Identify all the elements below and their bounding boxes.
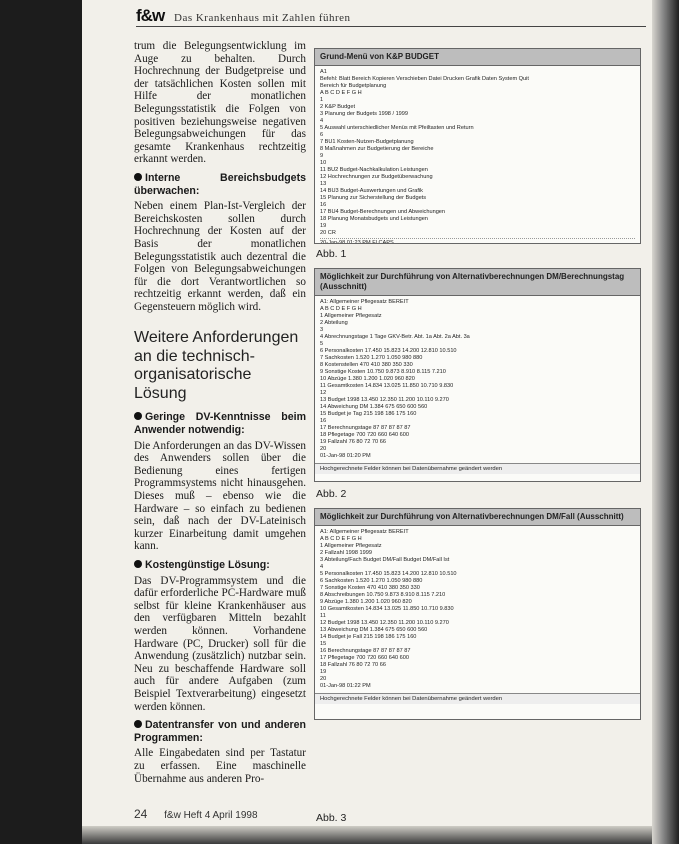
page-bottom-shadow xyxy=(82,826,652,844)
spreadsheet-row: 5 xyxy=(320,341,324,347)
spreadsheet-row: 17 Pflegetage 700 720 660 640 600 xyxy=(320,655,409,661)
spreadsheet-row: 11 xyxy=(320,613,326,619)
bullet-heading xyxy=(134,411,306,436)
spreadsheet-row: 6 xyxy=(320,132,324,138)
bullet-heading-text: Datentransfer von und anderen Programmen: xyxy=(134,719,306,744)
spreadsheet-row: 11 Gesamtkosten 14.834 13.025 11.850 10.710 9.830 xyxy=(320,383,454,389)
bullet-icon xyxy=(134,412,142,420)
body-paragraph: Die Anforderungen an das DV-Wissen des Anwenders sollen über die Bedienung eines fertigen Programmsystems nicht hinausgehen. Dieses muß – ebenso wie die Hardware – so einfach zu bedienen sein, daß nach der DV-Lateinisch kurzer Einarbeitung damit umgehen kann. xyxy=(134,439,306,553)
page-edge-shadow xyxy=(652,0,679,844)
spreadsheet-row: 12 Budget 1998 13.450 12.350 11.200 10.110 9.270 xyxy=(320,620,449,626)
figure-title: Möglichkeit zur Durchführung von Alternativberechnungen DM/Berechnungstag (Ausschnitt) xyxy=(315,269,640,296)
spreadsheet-row: 01-Jan-98 01:22 PM xyxy=(320,683,371,689)
spreadsheet-row: 8 Maßnahmen zur Budgetierung der Bereiche xyxy=(320,146,434,152)
spreadsheet-row: 6 Sachkosten 1.520 1.270 1.050 980 880 xyxy=(320,578,423,584)
spreadsheet-row: 11 BU2 Budget-Nachkalkulation Leistungen xyxy=(320,167,428,173)
spreadsheet-row: 19 xyxy=(320,669,327,675)
spreadsheet-row: 12 xyxy=(320,390,327,396)
spreadsheet-row: 20 CR xyxy=(320,230,336,236)
figure-title: Möglichkeit zur Durchführung von Alternativberechnungen DM/Fall (Ausschnitt) xyxy=(315,509,640,526)
figure-body xyxy=(315,66,640,244)
spreadsheet-row: 14 BU3 Budget-Auswertungen und Grafik xyxy=(320,188,423,194)
spreadsheet-row: 4 Abrechnungstage 1 Tage GKV-Betr. Abt. 1a Abt. 2a Abt. 3a xyxy=(320,334,470,340)
spreadsheet-row: 13 Abweichung DM 1.384 675 650 600 560 xyxy=(320,627,428,633)
spreadsheet-row: 15 xyxy=(320,641,327,647)
spreadsheet-row: 20 xyxy=(320,676,327,682)
spreadsheet-row: 1 Allgemeiner Pflegesatz xyxy=(320,313,382,319)
spreadsheet-row: 18 Planung Monatsbudgets und Leistungen xyxy=(320,216,428,222)
spreadsheet-row: 3 Abteilung/Fach Budget DM/Fall Budget DM/Fall Ist xyxy=(320,557,450,563)
spreadsheet-row: 18 Fallzahl 76 80 72 70 66 xyxy=(320,662,386,668)
spreadsheet-row: 8 Abschreibungen 10.750 9.873 8.910 8.115 7.210 xyxy=(320,592,446,598)
page-header xyxy=(136,4,646,26)
section-title: Weitere Anforderungen an die technisch-organisatorische Lösung xyxy=(134,329,299,402)
bullet-heading xyxy=(134,559,306,572)
spreadsheet-row: 13 xyxy=(320,181,327,187)
body-paragraph: trum die Belegungsentwicklung im Auge zu behalten. Durch Hochrechnung der Budgetpreise und der tatsächlichen Kosten sollen mit Hilfe der monatlichen Belegungsstatistik die Folgen von positiven beziehungsweise negativen Belegungsabweichungen für das gesamte Krankenhaus rechtzeitig erkannt werden. xyxy=(134,40,306,166)
spreadsheet-row: 9 Abzüge 1.380 1.200 1.020 960 820 xyxy=(320,599,412,605)
spreadsheet-row: A B C D E F G H xyxy=(320,90,362,96)
bullet-heading-text: Geringe DV-Kenntnisse beim Anwender notwendig: xyxy=(134,411,306,437)
spreadsheet-row: 14 Abweichung DM 1.384 675 650 600 560 xyxy=(320,404,428,410)
journal-logo: f&w xyxy=(136,6,165,25)
body-paragraph: Das DV-Programmsystem und die dafür erforderliche PC-Hardware muß selbst für kleine Krankenhäuser aus den verfügbaren Mitteln bezahlt werden können. Vorhandene Hardware (PC, Drucker) soll für die Anwendung (zusätzlich) nutzbar sein. Neu zu beschaffende Hardware soll auch für andere Aufgaben (zum Beispiel Textverarbeitung) eingesetzt werden können. xyxy=(134,574,306,713)
spreadsheet-row: A1: Allgemeiner Pflegesatz BEREIT xyxy=(320,529,409,535)
spreadsheet-row: 18 Pflegetage 700 720 660 640 600 xyxy=(320,432,409,438)
figure-rows xyxy=(320,529,635,690)
spreadsheet-row: 3 Planung der Budgets 1998 / 1999 xyxy=(320,111,409,117)
figure-rows xyxy=(320,69,635,237)
page-number: 24 xyxy=(134,807,148,821)
spreadsheet-row: 17 BU4 Budget-Berechnungen und Abweichungen xyxy=(320,209,446,215)
figure-caption: Abb. 3 xyxy=(316,812,347,824)
header-rule xyxy=(136,26,646,27)
bullet-heading-text: Kostengünstige Lösung: xyxy=(145,559,270,571)
page-footer xyxy=(134,807,258,821)
spreadsheet-row: 8 Kostenstellen 470 410 380 350 330 xyxy=(320,362,413,368)
spreadsheet-row: Befehl: Blatt Bereich Kopieren Verschieben Datei Drucken Grafik Daten System Quit xyxy=(320,76,529,82)
bullet-icon xyxy=(134,173,142,181)
spreadsheet-row: 9 xyxy=(320,153,324,159)
spreadsheet-row: A B C D E F G H xyxy=(320,536,362,542)
spreadsheet-row: 5 Auswahl unterschiedlicher Menüs mit Pfeiltasten und Return xyxy=(320,125,474,131)
bullet-icon xyxy=(134,720,142,728)
spreadsheet-row: Bereich für Budgetplanung xyxy=(320,83,387,89)
divider xyxy=(320,238,635,239)
figure-2-screenshot xyxy=(314,268,641,482)
figure-3-screenshot xyxy=(314,508,641,720)
bullet-heading xyxy=(134,719,306,744)
body-paragraph: Neben einem Plan-Ist-Vergleich der Bereichskosten sollen durch Hochrechnung der Kosten auf der Basis der monatlichen Belegungsstatistik auch dezentral die Folgen von Belegungsabweichungen für die dort Verantwortlichen so rechtzeitig erkannt werden, daß ein Gegensteuern möglich wird. xyxy=(134,200,306,313)
figure-title: Grund-Menü von K&P BUDGET xyxy=(315,49,640,66)
spreadsheet-row: 16 xyxy=(320,202,327,208)
spreadsheet-row: 2 Fallzahl 1998 1999 xyxy=(320,550,372,556)
bullet-heading-text: Interne Bereichsbudgets überwachen: xyxy=(134,171,306,197)
spreadsheet-row: 14 Budget je Fall 215 198 186 175 160 xyxy=(320,634,417,640)
spreadsheet-row: 10 Gesamtkosten 14.834 13.025 11.850 10.710 9.830 xyxy=(320,606,454,612)
spreadsheet-row: A B C D E F G H xyxy=(320,306,362,312)
spreadsheet-row: 5 Personalkosten 17.450 15.823 14.200 12.810 10.510 xyxy=(320,571,457,577)
running-head: Das Krankenhaus mit Zahlen führen xyxy=(174,12,351,24)
figure-body xyxy=(315,526,640,693)
spreadsheet-row: 20 xyxy=(320,446,327,452)
bullet-icon xyxy=(134,560,142,568)
spreadsheet-row: 1 xyxy=(320,97,324,103)
spreadsheet-row: 9 Sonstige Kosten 10.750 9.873 8.910 8.115 7.210 xyxy=(320,369,446,375)
spreadsheet-row: 2 Abteilung xyxy=(320,320,348,326)
spreadsheet-row: 16 xyxy=(320,418,327,424)
spreadsheet-row: 19 Fallzahl 76 80 72 70 66 xyxy=(320,439,386,445)
figure-body xyxy=(315,296,640,463)
figure-caption: Abb. 2 xyxy=(316,488,347,500)
spreadsheet-row: 10 Abzüge 1.380 1.200 1.020 960 820 xyxy=(320,376,415,382)
journal-issue: f&w Heft 4 April 1998 xyxy=(164,810,258,821)
figure-note: Hochgerechnete Felder können bei Datenübernahme geändert werden xyxy=(315,463,640,474)
figure-note: Hochgerechnete Felder können bei Datenübernahme geändert werden xyxy=(315,693,640,704)
spreadsheet-row: 4 xyxy=(320,118,324,124)
status-line: 20-Jan-98 01:23 PM Fl CAPS xyxy=(320,240,394,244)
spreadsheet-row: 12 Hochrechnungen zur Budgetüberwachung xyxy=(320,174,433,180)
spreadsheet-row: 1 Allgemeiner Pflegesatz xyxy=(320,543,382,549)
figure-rows xyxy=(320,299,635,460)
spreadsheet-row: 15 Planung zur Sicherstellung der Budgets xyxy=(320,195,427,201)
spreadsheet-row: 13 Budget 1998 13.450 12.350 11.200 10.110 9.270 xyxy=(320,397,449,403)
bullet-heading xyxy=(134,172,306,197)
spreadsheet-row: 7 Sachkosten 1.520 1.270 1.050 980 880 xyxy=(320,355,423,361)
spreadsheet-row: 6 Personalkosten 17.450 15.823 14.200 12.810 10.510 xyxy=(320,348,457,354)
spreadsheet-row: 3 xyxy=(320,327,324,333)
spreadsheet-row: A1: Allgemeiner Pflegesatz BEREIT xyxy=(320,299,409,305)
spreadsheet-row: 15 Budget je Tag 215 198 186 175 160 xyxy=(320,411,417,417)
spreadsheet-row: 2 K&P Budget xyxy=(320,104,356,110)
figure-1-screenshot xyxy=(314,48,641,244)
spreadsheet-row: 4 xyxy=(320,564,324,570)
spreadsheet-row: 7 BU1 Kosten-Nutzen-Budgetplanung xyxy=(320,139,414,145)
text-column xyxy=(134,40,306,788)
spreadsheet-row: 01-Jan-98 01:20 PM xyxy=(320,453,371,459)
spreadsheet-row: 7 Sonstige Kosten 470 410 380 350 330 xyxy=(320,585,420,591)
body-paragraph: Alle Eingabedaten sind per Tastatur zu erfassen. Eine maschinelle Übernahme aus anderen Pro- xyxy=(134,747,306,785)
spreadsheet-row: 10 xyxy=(320,160,327,166)
spreadsheet-row: 17 Berechnungstage 87 87 87 87 87 xyxy=(320,425,411,431)
figure-caption: Abb. 1 xyxy=(316,248,347,260)
spreadsheet-row: A1 xyxy=(320,69,327,75)
spreadsheet-row: 16 Berechnungstage 87 87 87 87 87 xyxy=(320,648,411,654)
spreadsheet-row: 19 xyxy=(320,223,327,229)
